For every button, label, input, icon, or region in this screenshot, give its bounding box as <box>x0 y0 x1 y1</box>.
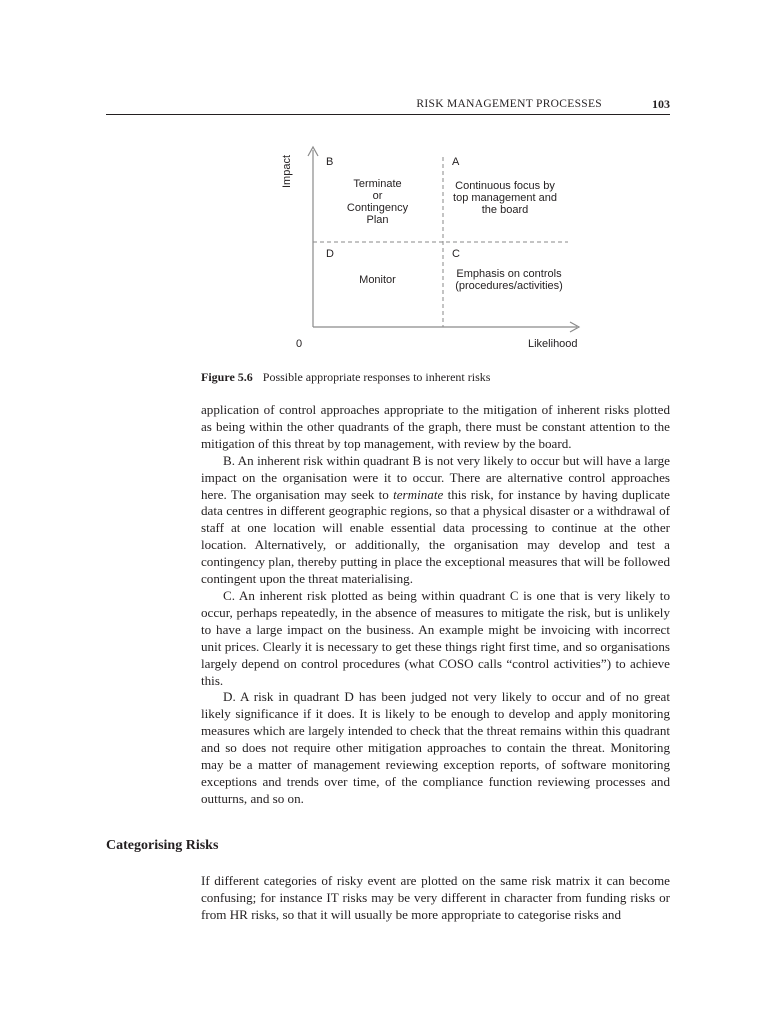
quadrant-c-text <box>444 268 574 292</box>
quadrant-b-line: Contingency <box>346 202 409 214</box>
quadrant-a-text <box>444 180 566 216</box>
quadrant-d-text <box>330 274 425 286</box>
paragraph: application of control approaches appropriate to the mitigation of inherent risks plotted as being within the other quadrants of the graph, there must be constant attention to the mitigation of this threat by top management, with review by the board. <box>201 402 670 451</box>
quadrant-d-line: Monitor <box>359 274 396 286</box>
quadrant-a-line: Continuous focus by <box>455 180 555 192</box>
x-axis-label: Likelihood <box>528 338 578 350</box>
quadrant-b-line: Terminate <box>353 178 402 190</box>
figure-number: Figure 5.6 <box>201 370 253 384</box>
quadrant-a-line: top management and <box>453 192 557 204</box>
paragraph-text: B. An inherent risk within quadrant B is not very likely to occur but will have a large impact on the organisation were it to occur. There are alternative control approaches here. The organisation may seek to <box>201 452 670 502</box>
emphasis-text: terminate <box>393 486 444 502</box>
quadrant-c-letter: C <box>452 248 460 260</box>
origin-label: 0 <box>296 338 303 350</box>
figure-caption <box>201 370 490 385</box>
body-text <box>201 402 670 808</box>
paragraph: If different categories of risky event are plotted on the same risk matrix it can become confusing; for instance IT risks may be very different in character from funding risks or from HR risks, so that it will usually be more appropriate to categorise risks and <box>201 873 670 922</box>
quadrant-b-text <box>330 178 425 226</box>
quadrant-c-line: (procedures/activities) <box>455 280 563 292</box>
quadrant-d-letter: D <box>326 248 334 260</box>
quadrant-b-line: or <box>372 190 383 202</box>
quadrant-a-letter: A <box>452 156 460 168</box>
quadrant-c-line: Emphasis on controls <box>456 268 562 280</box>
page-number: 103 <box>652 97 670 111</box>
section-body-text <box>201 873 670 924</box>
paragraph-text: this risk, for instance by having duplicate data centres in different geographic regions, so that a physical disaster or a withdrawal of staff at one location will enable essential data processing to continue at the other location. Alternatively, or additionally, the organisation may develop and test a contingency plan, thereby putting in place the exceptional measures that will be followed contingent upon the threat materialising. <box>201 486 670 587</box>
quadrant-a-line: the board <box>481 204 529 216</box>
paragraph-quadrant-b <box>201 453 670 588</box>
paragraph-quadrant-c: C. An inherent risk plotted as being within quadrant C is one that is very likely to occur, perhaps repeatedly, in the absence of measures to mitigate the risk, but is unlikely to have a large impact on the business. An example might be invoicing with incorrect unit prices. Clearly it is necessary to get these things right first time, and so organisations largely depend on control procedures (what COSO calls “control activities”) to achieve this. <box>201 587 670 688</box>
figure-caption-text: Possible appropriate responses to inherent risks <box>262 370 491 384</box>
section-heading: Categorising Risks <box>106 838 219 853</box>
quadrant-b-letter: B <box>326 156 334 168</box>
paragraph-quadrant-d: D. A risk in quadrant D has been judged not very likely to occur and of no great likely significance if it does. It is likely to be enough to develop and apply monitoring measures which are largely intended to check that the threat remains within this quadrant and so does not require other mitigation approaches to contain the threat. Monitoring may be a matter of management reviewing exception reports, of software monitoring exceptions and trends over time, of the compliance function reviewing processes and outturns, and so on. <box>201 689 670 806</box>
quadrant-b-line: Plan <box>366 214 389 226</box>
running-title: RISK MANAGEMENT PROCESSES <box>416 98 602 110</box>
y-axis-label: Impact <box>281 154 293 188</box>
